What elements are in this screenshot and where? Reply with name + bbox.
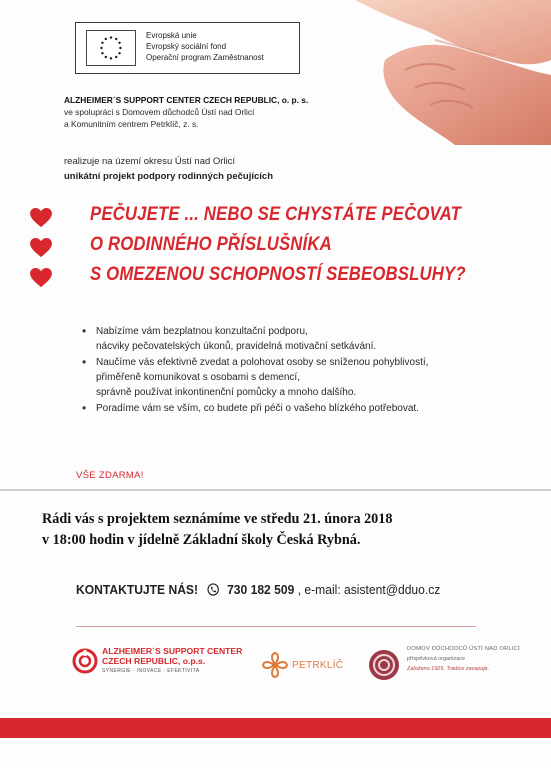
footer-red-bar: [0, 718, 551, 738]
org-line-3: a Komunitním centrem Petrklíč, z. s.: [64, 119, 199, 129]
eu-line-1: Evropská unie: [146, 31, 197, 40]
domov-logo-line-2: příspěvková organizace: [407, 656, 466, 662]
list-item-line: • Poradíme vám se vším, co budete při péči o vašeho blízkého potřebovat.: [96, 403, 419, 414]
invitation-line-2: v 18:00 hodin v jídelně Základní školy Česká Rybná.: [42, 532, 361, 548]
list-item-line: • Nabízíme vám bezplatnou konzultační podporu,: [96, 326, 308, 337]
divider: [0, 489, 551, 491]
domov-logo-line-3: Založeno 1925. Tradice zavazuje.: [407, 666, 490, 672]
org-line-2: ve spolupráci s Domovem důchodců Ústí nad Orlicí: [64, 107, 255, 117]
eu-flag-icon: [86, 30, 136, 66]
headline: [30, 204, 530, 294]
contact-line: [76, 582, 440, 597]
invitation-line-1: Rádi vás s projektem seznámíme ve středu 21. února 2018: [42, 511, 393, 527]
hands-photo: [335, 0, 551, 145]
headline-text: O RODINNÉHO PŘÍSLUŠNÍKA: [90, 234, 332, 255]
list-item: [86, 355, 516, 400]
offer-list: [86, 324, 516, 417]
phone-number[interactable]: 730 182 509: [227, 582, 295, 597]
list-item-line: přiměřeně komunikovat s osobami s demencí,: [96, 372, 300, 383]
heart-icon: [30, 238, 52, 258]
email-text[interactable]: , e-mail: asistent@dduo.cz: [297, 582, 441, 597]
free-label: VŠE ZDARMA!: [76, 470, 144, 481]
headline-line: [30, 234, 530, 264]
headline-text: S OMEZENOU SCHOPNOSTÍ SEBEOBSLUHY?: [90, 264, 466, 285]
list-item-line: správně používat inkontinenční pomůcky a mnoho dalšího.: [96, 387, 357, 398]
alzheimer-logo-tagline: SYNERGIE · INOVACE · EFEKTIVITA: [102, 668, 200, 674]
list-item-line: • Naučíme vás efektivně zvedat a polohovat osoby se sníženou pohyblivostí,: [96, 357, 429, 368]
org-name: ALZHEIMER´S SUPPORT CENTER CZECH REPUBLIC, o. p. s.: [64, 95, 309, 105]
petrklic-logo: [260, 648, 360, 684]
eu-line-3: Operační program Zaměstnanost: [146, 53, 264, 62]
headline-line: [30, 204, 530, 234]
alzheimer-logo-line-1: ALZHEIMER´S SUPPORT CENTER: [102, 646, 243, 656]
petrklic-flower-icon: [260, 650, 290, 680]
domov-logo-line-1: DOMOV DŮCHODCŮ ÚSTÍ NAD ORLICÍ: [407, 646, 520, 652]
heart-icon: [30, 268, 52, 288]
contact-label: KONTAKTUJTE NÁS!: [76, 582, 199, 597]
organisation-block: [64, 94, 364, 130]
alzheimer-center-logo: [72, 646, 243, 686]
domov-duchodcu-logo: [367, 644, 537, 690]
intro-block: [64, 154, 273, 184]
headline-line: [30, 264, 530, 294]
list-item-line: nácviky pečovatelských úkonů, pravidelná motivační setkávání.: [96, 341, 377, 352]
divider: [76, 626, 476, 627]
phone-icon: [207, 583, 219, 596]
intro-line-2: unikátní projekt podpory rodinných pečujících: [64, 171, 274, 182]
list-item: [86, 401, 516, 416]
eu-line-2: Evropský sociální fond: [146, 42, 227, 51]
eu-text: [146, 30, 264, 63]
alzheimer-logo-icon: [72, 648, 98, 674]
headline-text: PEČUJETE ... NEBO SE CHYSTÁTE PEČOVAT: [90, 204, 462, 225]
alzheimer-logo-line-2: CZECH REPUBLIC, o.p.s.: [102, 656, 206, 666]
intro-line-1: realizuje na území okresu Ústí nad Orlicí: [64, 156, 236, 167]
eu-logo-box: [75, 22, 300, 74]
petrklic-name: PETRKLÍČ: [292, 660, 344, 671]
snail-logo-icon: [367, 648, 401, 682]
heart-icon: [30, 208, 52, 228]
invitation: [42, 509, 542, 551]
list-item: [86, 324, 516, 354]
